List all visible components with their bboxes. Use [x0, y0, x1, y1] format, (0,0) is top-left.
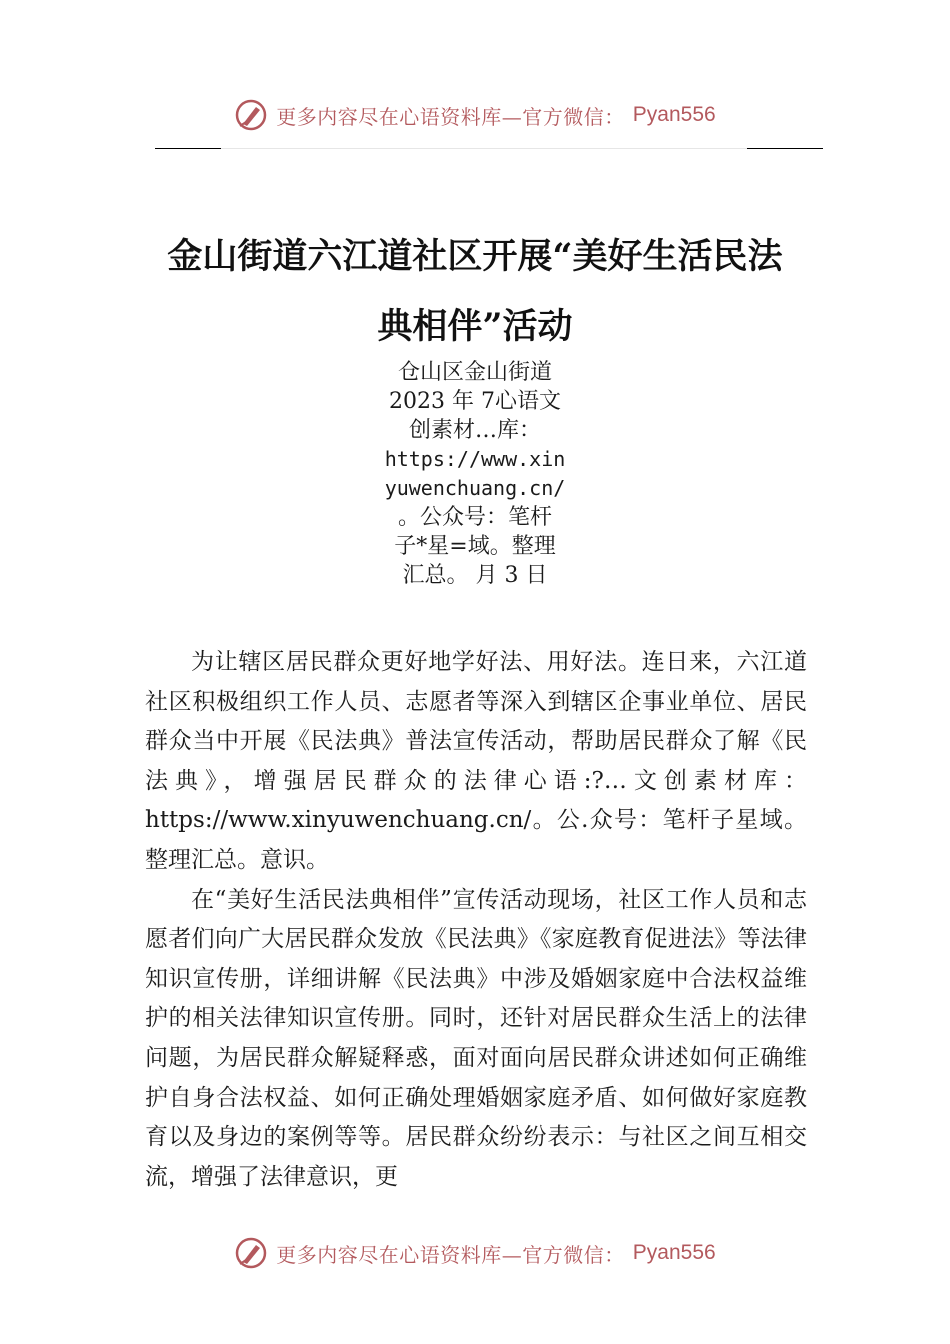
article-byline — [370, 358, 580, 590]
byline-line: 子*星=域。整理 — [394, 534, 556, 559]
quill-logo-icon — [234, 1236, 268, 1270]
byline-line: yuwenchuang.cn/ — [384, 476, 566, 500]
header-rule-middle — [221, 148, 747, 149]
body-paragraph: 为让辖区居民群众更好地学好法、用好法。连日来，六江道社区积极组织工作人员、志愿者等深入到辖区企事业单位、居民群众当中开展《民法典》普法宣传活动，帮助居民群众了解《民法典》，增强居民群众的法律心语:?…文创素材库：https://www.xinyuwenchuang.cn/。公.众号：笔杆子星域。整理汇总。意识。 — [145, 649, 807, 873]
article-body — [145, 643, 807, 1197]
byline-line: 仓山区金山街道 — [397, 360, 552, 385]
byline-line: 。公众号：笔杆 — [397, 505, 552, 530]
byline-line: 创素材…库： — [408, 418, 541, 443]
title-line-1: 金山街道六江道社区开展“美好生活民法 — [167, 236, 783, 277]
title-line-2: 典相伴”活动 — [377, 306, 573, 347]
quill-logo-icon — [234, 98, 268, 132]
header-watermark — [0, 95, 950, 135]
article-title — [145, 222, 805, 362]
watermark-wechat-id: Pyan556 — [632, 1241, 716, 1264]
footer-watermark — [0, 1233, 950, 1273]
watermark-brand-text: 更多内容尽在心语资料库—官方微信： — [276, 1242, 625, 1267]
header-rule-left — [155, 148, 221, 149]
byline-line: 汇总。 月 3 日 — [402, 563, 548, 588]
byline-line: 2023 年 7心语文 — [389, 389, 561, 414]
watermark-wechat-id: Pyan556 — [632, 103, 716, 126]
watermark-brand-text: 更多内容尽在心语资料库—官方微信： — [276, 104, 625, 129]
byline-line: https://www.xin — [384, 447, 566, 471]
header-rule-right — [747, 148, 823, 149]
body-paragraph: 在“美好生活民法典相伴”宣传活动现场，社区工作人员和志愿者们向广大居民群众发放《民法典》《家庭教育促进法》等法律知识宣传册，详细讲解《民法典》中涉及婚姻家庭中合法权益维护的相关法律知识宣传册。同时，还针对居民群众生活上的法律问题，为居民群众解疑释惑，面对面向居民群众讲述如何正确维护自身合法权益、如何正确处理婚姻家庭矛盾、如何做好家庭教育以及身边的案例等等。居民群众纷纷表示：与社区之间互相交流，增强了法律意识，更 — [145, 886, 807, 1190]
